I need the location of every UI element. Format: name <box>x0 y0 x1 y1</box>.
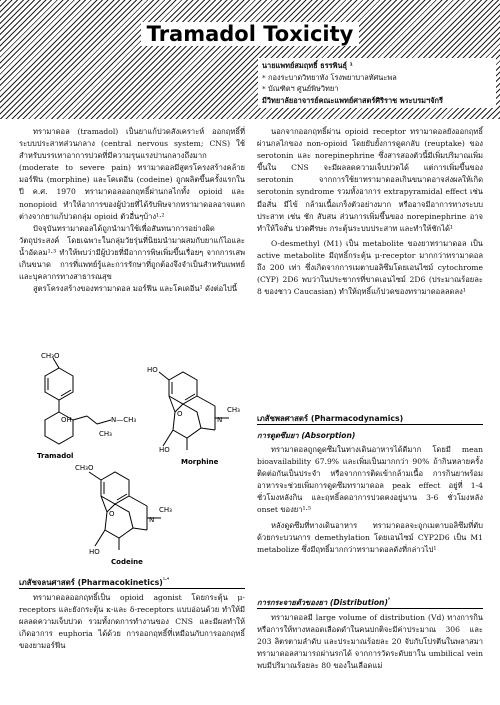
distribution-paragraph: ทรามาดอลมี large volume of distribution (Vd) ทางการกินหรือการให้ทางหลอดเลือดดำในคนปกติจะมีค่าประมาณ 306 และ 203 ลิตรตามลำดับ และประมาณร้อยละ 20 จับกับโปรตีนในพลาสมา ทรามาดอลสามารถผ่านรกได้ จากการวัดระดับยาใน umbilical vein พบมีปริมาณร้อยละ 80 ของในเลือดแม่ <box>257 613 483 671</box>
codeine-caption: Codeine <box>111 558 143 565</box>
morphine-ch3-label: CH₃ <box>227 406 240 414</box>
nonopioid-mechanism-paragraph: นอกจากออกฤทธิ์ผ่าน opioid receptor ทรามาดอลยังออกฤทธิ์ผ่านกลไกของ non-opioid โดยยับยั้งการดูดกลับ (reuptake) ของ serotonin และ norepinephrine ซึ่งสารสองตัวนี้มีเพิ่มปริมาณเพิ่มขึ้นใน CNS จะมีผลลดความเจ็บปวดได้ แต่การเพิ่มขึ้นของ serotonin จากการใช้ยาทรามาดอลเกินขนาดอาจส่งผลให้เกิด serotonin syndrome รวมทั้งอาการ extrapyramidal effect เช่น มือสั่น มีไข้ กล้ามเนื้อเกร็งตัวอย่างมาก หรืออาจมีอาการทางระบบประสาท เช่น ชัก สับสน ส่วนการเพิ่มขึ้นของ norepinephrine อาจทำให้ใจสั่น ปวดศีรษะ กระตุ้นระบบประสาท และทำให้ชักได้¹ <box>257 127 483 233</box>
tramadol-ch3-label: CH₃ <box>99 430 112 438</box>
absorption-metabolism-paragraph: หลังดูดซึมที่ทางเดินอาหาร ทรามาดอลจะถูกเมตาบอลิซึมที่ตับด้วยกระบวนการ demethylation โดยเอนไซม์ CYP2D6 เป็น M1 metabolize ซึ่งมีฤทธิ์มากกว่าทรามาดอลดังที่กล่าวไป¹ <box>257 520 483 554</box>
codeine-ch3-label: CH₃ <box>159 506 172 514</box>
dist-heading-rule <box>257 608 483 609</box>
morphine-ho-label: HO <box>147 366 158 374</box>
morphine-structure <box>159 372 229 450</box>
absorption-paragraph: ทรามาดอลถูกดูดซึมในทางเดินอาหารได้ดีมาก โดยมี mean bioavailability 67.9% และเพิ่มเป็นมากกว่า 90% ถ้ากินหลายครั้งติดต่อกันเป็นประจำ หรือจากการติดเข้ากล้ามเนื้อ การกินยาพร้อมอาหารจะช่วยเพิ่มการดูดซึมทรามาดอล peak effect อยู่ที่ 1-4 ชั่วโมงหลังกิน และฤทธิ์ลดอาการปวดคงอยู่นาน 3-6 ชั่วโมงหลัง onset ของยา¹·⁵ <box>257 445 483 515</box>
distribution-ref: ⁵ <box>387 597 391 604</box>
author-affiliation-3: มีวิทยาลัยอาจารย์คณะแพทย์ศาสตร์ศิริราช พระบรมฯจักรี <box>262 95 443 105</box>
intro-paragraph: ทรามาดอล (tramadol) เป็นยาแก้ปวดสังเคราะห์ ออกฤทธิ์ที่ระบบประสาทส่วนกลาง (central nervous system; CNS) ใช้สำหรับบรรเทาอาการปวดที่มีความรุนแรงปานกลางถึงมาก (moderate to severe pain) ทรามาดอลมีสูตรโครงสร้างคล้ายมอร์ฟีน (morphine) และโคเดอีน (codeine) ถูกผลิตขึ้นครั้งแรกในปี ค.ศ. 1970 ทรามาดอลออกฤทธิ์ผ่านกลไกทั้ง opioid และ nonopioid ทำให้อาการของผู้ป่วยที่ได้รับพิษจากทรามาดอลอาจแตกต่างจากยาแก้ปวดกลุ่ม opioid ตัวอื่นๆบ้าง¹·² <box>19 127 245 221</box>
metabolite-paragraph: O-desmethyl (M1) เป็น metabolite ของยาทรามาดอล เป็น active metabolite มีฤทธิ์กระตุ้น μ-receptor มากกว่าทรามาดอลถึง 200 เท่า ซึ่งเกิดจากการเมตาบอลิซึมโดยเอนไซม์ cytochrome (CYP) 2D6 พบว่าในประชากรที่ขาดเอนไซม์ 2D6 (ประมาณร้อยละ 8 ของชาว Caucasian) ทำให้ฤทธิ์แก้ปวดของทรามาดอลลดลง¹ <box>257 238 483 297</box>
absorption-heading: การดูดซึมยา (Absorption) <box>257 431 356 440</box>
morphine-ho2-label: HO <box>159 446 170 454</box>
tramadol-ch3o-label: CH₃O <box>41 352 60 360</box>
pharmacokinetics-heading-text: เภสัชจลนศาสตร์ (Pharmacokinetics) <box>19 578 163 587</box>
author-affiliation-1: * กองระบาดวิทยาทัง โรงพยาบาลทัศนะพล <box>262 72 397 82</box>
codeine-ch3o-label: CH₃O <box>75 464 94 472</box>
absorption-text-block <box>257 444 483 556</box>
morphine-n-label: N <box>217 416 223 424</box>
pharmacokinetics-text-block <box>19 592 245 652</box>
page-title <box>0 22 500 46</box>
authors-block <box>258 58 496 108</box>
recreational-use-paragraph: ปัจจุบันทรามาดอลได้ถูกนำมาใช้เพื่อสันทนาการอย่างผิดวัตถุประสงค์ โดยเฉพาะในกลุ่มวัยรุ่นที่นิยมนำมาผสมกับยาแก้ไอและน้ำอัดลม¹·³ ทำให้พบว่ามีผู้ป่วยที่มีอาการพิษเพิ่มขึ้นเรื่อยๆ จากการเสพเกินขนาด การที่แพทย์รู้และการรักษาที่ถูกต้องจึงจำเป็นสำหรับแพทย์และบุคลากรทางสาธารณสุข <box>19 223 245 282</box>
morphine-o-label: O <box>177 410 183 418</box>
tramadol-oh-label: OH <box>61 416 72 424</box>
left-column <box>19 126 245 295</box>
morphine-caption: Morphine <box>181 458 219 466</box>
author-name: นายแพทย์สมฤทธิ์ ธรรพินธุ์ ¹ <box>262 61 353 70</box>
page-title-text: Tramadol Toxicity <box>141 22 360 46</box>
pharmacokinetics-ref: ¹·⁴ <box>162 577 170 584</box>
pharmacokinetics-paragraph: ทรามาดอลออกฤทธิ์เป็น opioid agonist โดยกระตุ้น μ-receptors และยังกระตุ้น κ-และ δ-receptors แบบอ่อนด้วย ทำให้มีผลลดความเจ็บปวด รวมทั้งกดการทำงานของ CNS และมีผลทำให้เกิดอาการ euphoria ได้ด้วย การออกฤทธิ์ที่เหมือนกับการออกฤทธิ์ของยามอร์ฟีน <box>19 593 245 651</box>
codeine-ho-label: HO <box>89 548 100 556</box>
distribution-text-block <box>257 612 483 672</box>
codeine-structure <box>89 472 161 550</box>
pharmacodynamics-heading: เภสัชพลศาสตร์ (Pharmacodynamics) <box>257 414 404 423</box>
codeine-n-label: N <box>149 516 155 524</box>
codeine-o-label: O <box>109 510 115 518</box>
chemical-structures-figure <box>19 350 249 565</box>
distribution-heading-text: การกระจายตัวของยา (Distribution) <box>257 598 388 607</box>
pd-heading-rule <box>257 424 483 425</box>
right-column <box>257 126 483 298</box>
pk-heading-rule <box>19 588 245 589</box>
tramadol-nch3-label: N—CH₃ <box>111 416 137 424</box>
structure-intro-paragraph: สูตรโครงสร้างของทรามาดอล มอร์ฟีน และโคเดอีน¹ ดังต่อไปนี้ <box>33 284 238 294</box>
author-affiliation-2: * บัณฑิตฯ ศูนย์พิษวิทยา <box>262 84 339 93</box>
tramadol-caption: Tramadol <box>37 452 74 460</box>
